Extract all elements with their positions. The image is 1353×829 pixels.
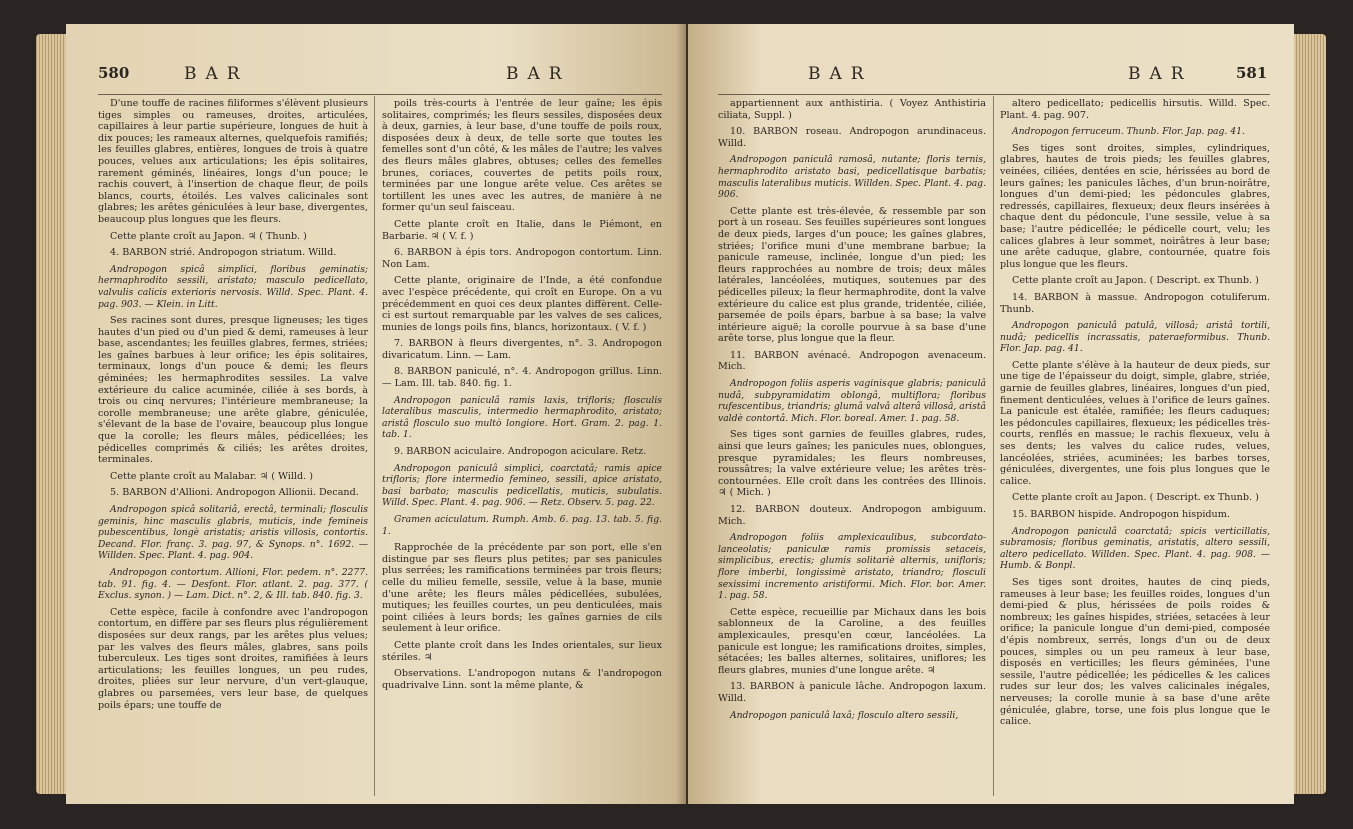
book: [36, 10, 1326, 816]
right-running-head-1: BAR: [808, 64, 873, 84]
paragraph: Gramen aciculatum. Rumph. Amb. 6. pag. 13. tab. 5. fig. 1.: [382, 514, 662, 537]
paragraph: 4. BARBON strié. Andropogon striatum. Willd.: [110, 247, 337, 259]
paragraph: Ses racines sont dures, presque ligneuses; les tiges hautes d'un pied ou d'un pied & demi, rameuses à leur base, ascendantes; les feuilles glabres, fermes, striées; les gaînes barbues à leur orifice; les épis solitaires, terminaux, longs d'un pouce & demi; les fleurs géminées; les hermaphrodites sessiles. La valve extérieure du calice acuminée, ciliée à ses bords, à trois ou cinq nervures; l'intérieure membraneuse; la corolle membraneuse; une arête glabre, géniculée, s'élevant de la base de l'ovaire, beaucoup plus longue que la corolle; les fleurs mâles, pédicellées; les pédicelles comprimés & ciliés; les arêtes droites, terminales.: [98, 315, 368, 466]
paragraph: 12. BARBON douteux. Andropogon ambiguum. Mich.: [718, 504, 986, 527]
paragraph: Cette plante croît au Malabar. ♃ ( Willd. ): [110, 470, 313, 482]
paragraph: Cette plante croît en Italie, dans le Piémont, en Barbarie. ♃ ( V. f. ): [382, 218, 662, 242]
paragraph: Cette plante croît au Japon. ( Descript. ex Thunb. ): [1012, 275, 1259, 287]
paragraph: 7. BARBON à fleurs divergentes, n°. 3. Andropogon divaricatum. Linn. — Lam.: [382, 338, 662, 361]
paragraph: Cette plante s'élève à la hauteur de deux pieds, sur une tige de l'épaisseur du doigt, simple, glabre, striée, garnie de feuilles glabres, linéaires, longues d'un pied, finement denticulées, velues à l'orifice de leurs gaînes. La panicule est étalée, ramifiée; les fleurs caduques; les pédoncules capillaires, flexueux; les pédicelles très-courts, renflés en massue; le rachis flexueux, velu à ses dents; les valves du calice rudes, velues, lancéolées, striées, acuminées; les barbes torses, géniculées, divergentes, une fois plus longues que le calice.: [1000, 359, 1270, 487]
paragraph: 5. BARBON d'Allioni. Andropogon Allionii. Decand.: [110, 487, 359, 499]
right-header-rule: [718, 94, 1270, 95]
right-column-2: [1000, 98, 1270, 733]
right-page: [688, 24, 1294, 804]
paragraph: Ses tiges sont droites, simples, cylindriques, glabres, hautes de trois pieds; les feuilles glabres, veinées, ciliées, dentées en scie, hérissées au bord de leurs gaînes; les panicules lâches, d'un brun-noirâtre, longues d'un demi-pied; les pédoncules glabres, redressés, capillaires, flexueux; deux fleurs insérées à chaque dent du pédoncule, l'une sessile, velue à sa base; l'autre pédicellée; le pédicelle court, velu; les calices glabres à leur sommet, noirâtres à leur base; une arête caduque, glabre, contournée, quatre fois plus longue que les fleurs.: [1000, 142, 1270, 270]
left-page-number: 580: [98, 64, 130, 82]
paragraph: Cette espèce, recueillie par Michaux dans les bois sablonneux de la Caroline, a des feuilles amplexicaules, presqu'en cœur, lancéolées. La panicule est longue; les ramifications droites, simples, sétacées; les balles alternes, solitaires, uniflores; les fleurs glabres, munies d'une longue arête. ♃: [718, 606, 986, 676]
paragraph: Observations. L'andropogon nutans & l'andropogon quadrivalve Linn. sont la même plante, &: [382, 668, 662, 691]
left-column-2: [382, 98, 662, 696]
paragraph: Andropogon foliis asperis vaginisque glabris; paniculâ nudâ, subpyramidatim oblongâ, multiflora; floribus rufescentibus, triandris; glumâ valvâ alterâ villosâ, aristâ valdè contortâ. Mich. Flor. boreal. Amer. 1. pag. 58.: [718, 378, 986, 424]
paragraph: Cette espèce, facile à confondre avec l'andropogon contortum, en diffère par ses fleurs plus régulièrement disposées sur deux rangs, par les arêtes plus velues; par les valves des fleurs mâles, glabres, sans poils tuberculeux. Les tiges sont droites, ramifiées à leurs articulations; les feuilles longues, un peu rudes, droites, pliées sur leur nervure, d'un vert-glauque, glabres ou parsemées, vers leur base, de quelques poils épars; une touffe de: [98, 606, 368, 711]
paragraph: Andropogon paniculâ ramis laxis, trifloris; flosculis lateralibus masculis, intermedio hermaphrodito, aristato; aristâ flosculo suo multò longiore. Hort. Gram. 2. pag. 1. tab. 1.: [382, 394, 662, 441]
left-page: [66, 24, 686, 804]
paragraph: Ses tiges sont garnies de feuilles glabres, rudes, ainsi que leurs gaînes; les panicules nues, oblongues, presque pyramidales; les fleurs nombreuses, roussâtres; la valve extérieure velue; les arêtes très-contournées. Elle croît dans les contrées des Illinois. ♃ ( Mich. ): [718, 429, 986, 499]
paragraph: D'une touffe de racines filiformes s'élèvent plusieurs tiges simples ou rameuses, droites, articulées, capillaires à leur partie supérieure, longues de huit à dix pouces; les rameaux alternes, quelquefois ramifiés; les feuilles glabres, entières, longues de trois à quatre pouces, velues aux articulations; les épis solitaires, rarement géminés, linéaires, longs d'un pouce; le rachis couvert, à l'insertion de chaque fleur, de poils blancs, courts, étoilés. Les valves calicinales sont glabres; les arêtes géniculées à leur base, divergentes, beaucoup plus longues que les fleurs.: [98, 98, 368, 225]
left-header-rule: [98, 94, 662, 95]
paragraph: Andropogon ferruceum. Thunb. Flor. Jap. pag. 41.: [1012, 126, 1245, 138]
paragraph: Andropogon contortum. Allioni, Flor. pedem. n°. 2277. tab. 91. fig. 4. — Desfont. Flor. atlant. 2. pag. 377. ( Exclus. synon. ) — Lam. Dict. n°. 2, & Ill. tab. 840. fig. 3.: [98, 566, 368, 602]
right-column-separator: [993, 96, 994, 796]
left-running-head-2: BAR: [506, 64, 571, 84]
paragraph: altero pedicellato; pedicellis hirsutis. Willd. Spec. Plant. 4. pag. 907.: [1000, 98, 1270, 121]
paragraph: Andropogon foliis amplexicaulibus, subcordato-lanceolatis; paniculæ ramis promissis setaceis, simplicibus, erectis; glumis solitariè alternis, unifloris; flore imberbi, longissimè aristato, triandro; flosculi sexissimi incremento aristiformi. Mich. Flor. bor. Amer. 1. pag. 58.: [718, 532, 986, 602]
paragraph: 14. BARBON à massue. Andropogon cotuliferum. Thunb.: [1000, 291, 1270, 315]
paragraph: Andropogon paniculâ laxâ; flosculo altero sessili,: [730, 709, 959, 721]
left-running-head-1: BAR: [184, 64, 249, 84]
left-column-separator: [374, 96, 375, 796]
paragraph: 11. BARBON avénacé. Andropogon avenaceum. Mich.: [718, 349, 986, 373]
paragraph: Andropogon spicâ simplici, floribus geminatis; hermaphrodito sessili, aristato; masculo pedicellato, valvulis calicis exterioris nervosis. Willd. Spec. Plant. 4. pag. 903. — Klein. in Litt.: [98, 263, 368, 310]
paragraph: 8. BARBON paniculé, n°. 4. Andropogon grillus. Linn. — Lam. Ill. tab. 840. fig. 1.: [382, 366, 662, 390]
paragraph: 9. BARBON aciculaire. Andropogon aciculare. Retz.: [394, 446, 647, 458]
paragraph: 13. BARBON à panicule lâche. Andropogon laxum. Willd.: [718, 681, 986, 704]
left-column-1: [98, 98, 368, 716]
paragraph: appartiennent aux anthistiria. ( Voyez Anthistiria ciliata, Suppl. ): [718, 98, 986, 121]
paragraph: Andropogon paniculâ ramosâ, nutante; floris ternis, hermaphrodito aristato basi, pedicellatisque barbatis; masculis lateralibus muticis. Willden. Spec. Plant. 4. pag. 906.: [718, 154, 986, 201]
paragraph: 6. BARBON à épis tors. Andropogon contortum. Linn. Non Lam.: [382, 247, 662, 270]
paragraph: Cette plante est très-élevée, & ressemble par son port à un roseau. Ses feuilles supérieures sont longues de deux pieds, larges d'un pouce; les gaînes glabres, striées; l'orifice muni d'une membrane barbue; la panicule rameuse, inclinée, longue d'un pied; les fleurs rapprochées au nombre de trois; deux mâles latérales, lancéolées, mutiques, soutenues par des pédicelles pileux; la fleur hermaphrodite, dont la valve extérieure du calice est plus grande, tridentée, ciliée, parsemée de poils épars, barbue à sa base; la valve intérieure aiguë; la corolle pourvue à sa base d'une arête torse, plus longue que la fleur.: [718, 205, 986, 345]
paragraph: 10. BARBON roseau. Andropogon arundinaceus. Willd.: [718, 126, 986, 149]
paragraph: poils très-courts à l'entrée de leur gaîne; les épis solitaires, comprimés; les fleurs sessiles, disposées deux à deux, garnies, à leur base, d'une touffe de poils roux, disposées deux à deux, de telle sorte que toutes les femelles sont d'un côté, & les mâles de l'autre; les valves des fleurs mâles glabres, obtuses; celles des femelles brunes, coriaces, couvertes de petits poils roux, terminées par une longue arête velue. Ces arêtes se tortillent les unes avec les autres, de manière à ne former qu'un seul faisceau.: [382, 98, 662, 214]
paragraph: Rapprochée de la précédente par son port, elle s'en distingue par ses fleurs plus petites; par ses panicules plus serrées; les ramifications terminées par trois fleurs; celle du milieu femelle, sessile, velue à la base, munie d'une arête; les fleurs mâles pédicellées, subulées, mutiques; les feuilles courtes, un peu denticulées, mais point ciliées à leurs bords; les gaînes garnies de cils seulement à leur orifice.: [382, 542, 662, 635]
paragraph: Cette plante croît dans les Indes orientales, sur lieux stériles. ♃: [382, 639, 662, 663]
paragraph: Cette plante croît au Japon. ♃ ( Thunb. ): [110, 230, 307, 242]
paragraph: Cette plante croît au Japon. ( Descript. ex Thunb. ): [1012, 492, 1259, 504]
paragraph: Andropogon spicâ solitariâ, erectâ, terminali; flosculis geminis, hinc masculis glabris, muticis, inde femineis pubescentibus, longè aristatis; aristis villosis, contortis. Decand. Flor. franç. 3. pag. 97, & Synops. n°. 1692. — Willden. Spec. Plant. 4. pag. 904.: [98, 504, 368, 562]
right-running-head-2: BAR: [1128, 64, 1193, 84]
paragraph: Ses tiges sont droites, hautes de cinq pieds, rameuses à leur base; les feuilles roides, longues d'un demi-pied & plus, hérissées de poils roides & nombreux; les gaînes hispides, striées, setacées à leur orifice; la panicule longue d'un demi-pied, composée d'épis nombreux, serrés, longs d'un ou de deux pouces, simples ou un peu rameux à leur base, disposés en verticilles; les fleurs géminées, l'une sessile, l'autre pédicellée; les pédicelles & les calices rudes sur leur dos; les valves calicinales inégales, nerveuses; la corolle munie à sa base d'une arête géniculée, glabre, torse, une fois plus longue que le calice.: [1000, 576, 1270, 728]
paragraph: Andropogon paniculâ coarctatâ; spicis verticillatis, subramosis; floribus geminatis, aristatis, altero sessili, altero pedicellato. Willden. Spec. Plant. 4. pag. 908. — Humb. & Bonpl.: [1000, 525, 1270, 572]
page-edges-right: [1294, 34, 1326, 794]
right-page-number: 581: [1236, 64, 1268, 82]
paragraph: Andropogon paniculâ patulâ, villosâ; aristâ tortili, nudâ; pedicellis incrassatis, pateraeformibus. Thunb. Flor. Jap. pag. 41.: [1000, 320, 1270, 355]
paragraph: 15. BARBON hispide. Andropogon hispidum.: [1012, 509, 1230, 520]
right-column-1: [718, 98, 986, 726]
paragraph: Andropogon paniculâ simplici, coarctatâ; ramis apice trifloris; flore intermedio femineo, sessili, apice aristato, basi barbato; masculis pedicellatis, muticis, subulatis. Willd. Spec. Plant. 4. pag. 906. — Retz. Observ. 5. pag. 22.: [382, 462, 662, 509]
paragraph: Cette plante, originaire de l'Inde, a été confondue avec l'espèce précédente, qui croît en Europe. On a vu précédemment en quoi ces deux plantes diffèrent. Celle-ci est surtout remarquable par les valves de ses calices, munies de longs poils fins, blancs, horizontaux. ( V. f. ): [382, 275, 662, 333]
